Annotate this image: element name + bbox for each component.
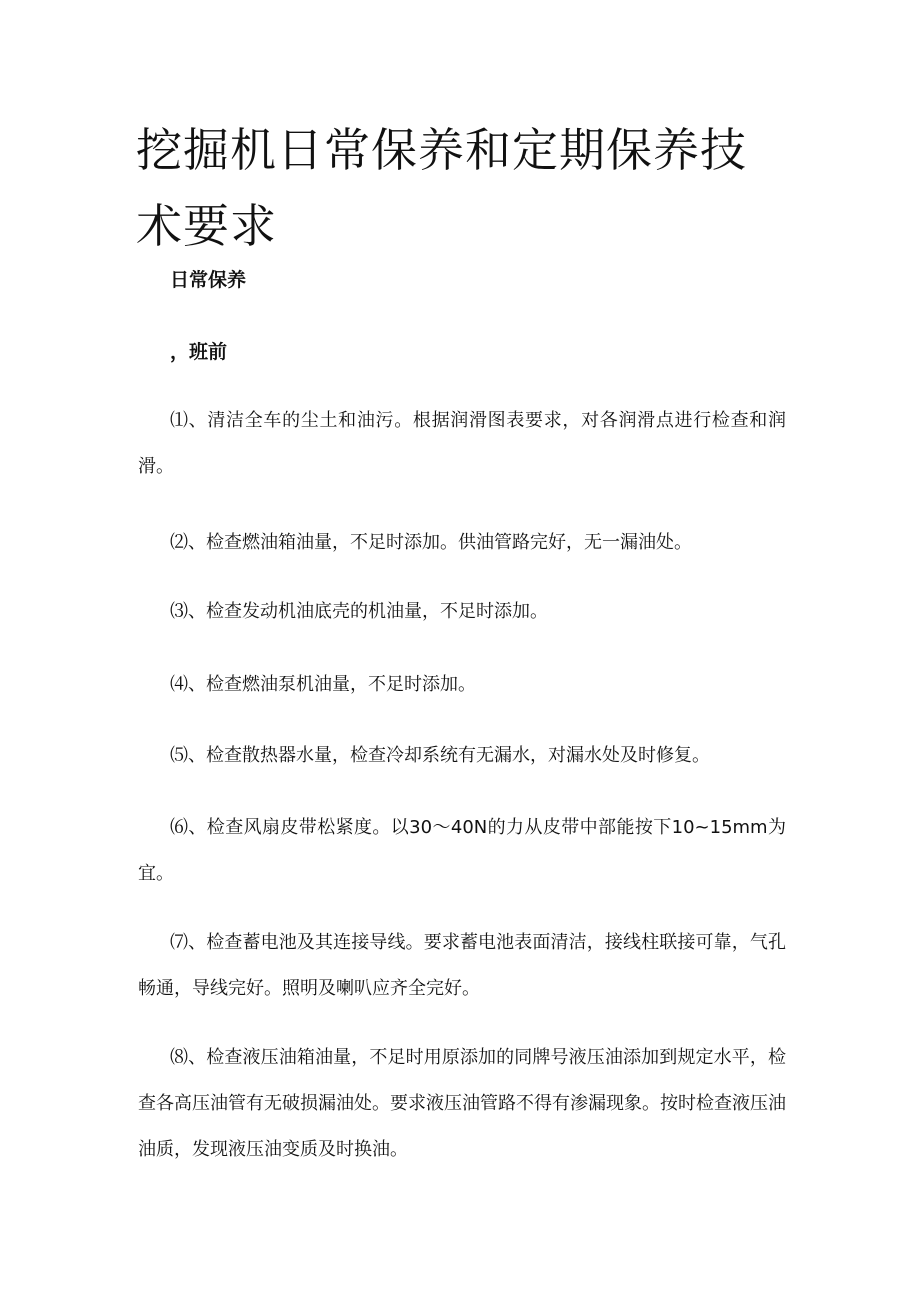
paragraph-2: ⑵、检查燃油箱油量，不足时添加。供油管路完好，无一漏油处。 [170, 532, 692, 553]
paragraph-3: ⑶、检查发动机油底壳的机油量，不足时添加。 [170, 601, 548, 622]
paragraph-4: ⑷、检查燃油泵机油量，不足时添加。 [170, 674, 476, 695]
paragraph-7: ⑺、检查蓄电池及其连接导线。要求蓄电池表面清洁，接线柱联接可靠，气孔畅通，导线完好。照明及喇叭应齐全完好。 [138, 932, 786, 999]
subsection-heading: ，班前 [170, 341, 228, 363]
paragraph-5: ⑸、检查散热器水量，检查冷却系统有无漏水，对漏水处及时修复。 [170, 745, 710, 766]
document-title: 挖掘机日常保养和定期保养技术要求 [136, 123, 747, 253]
paragraph-6: ⑹、检查风扇皮带松紧度。以30～40N的力从皮带中部能按下10~15mm为宜。 [138, 817, 786, 884]
paragraph-8: ⑻、检查液压油箱油量，不足时用原添加的同牌号液压油添加到规定水平，检查各高压油管有无破损漏油处。要求液压油管路不得有渗漏现象。按时检查液压油油质，发现液压油变质及时换油。 [138, 1047, 786, 1160]
section-heading: 日常保养 [170, 269, 247, 291]
paragraph-1: ⑴、清洁全车的尘土和油污。根据润滑图表要求，对各润滑点进行检查和润滑。 [138, 410, 786, 477]
